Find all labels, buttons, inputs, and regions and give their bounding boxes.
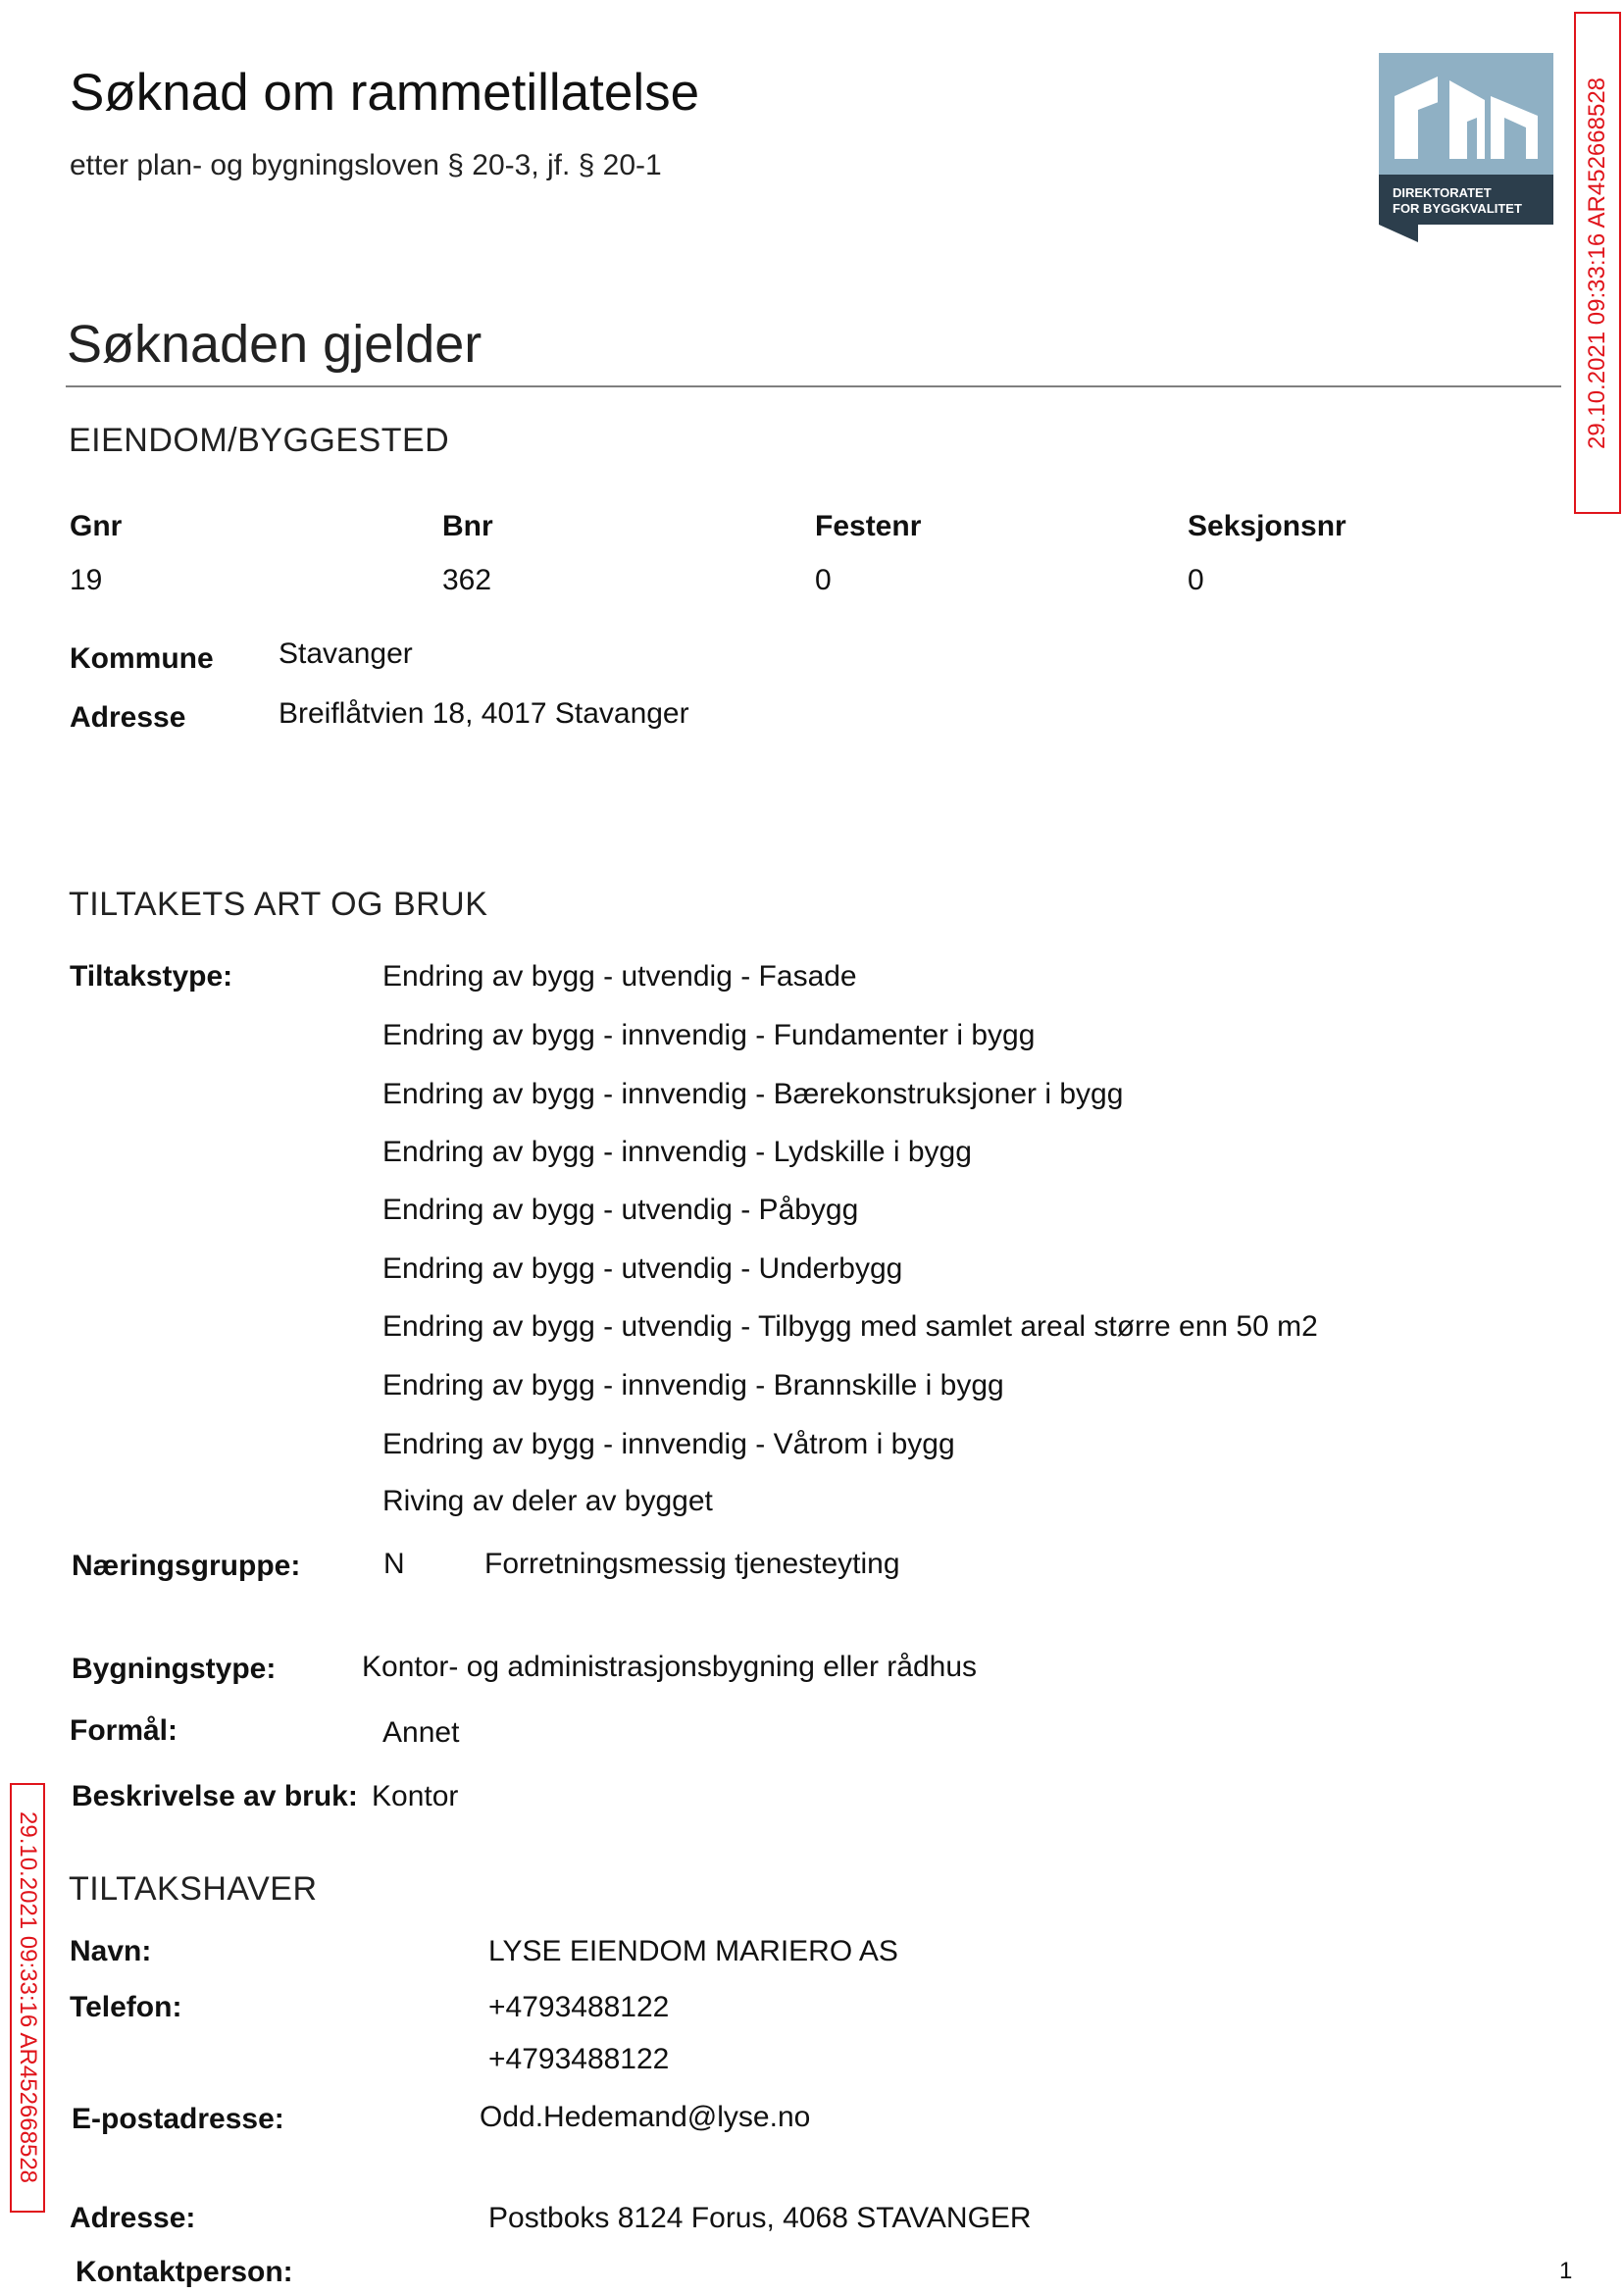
main-heading: Søknaden gjelder <box>67 315 482 374</box>
document-subtitle: etter plan- og bygningsloven § 20-3, jf. § 20-1 <box>70 149 662 181</box>
naeringsgruppe-label: Næringsgruppe: <box>72 1550 301 1582</box>
epost-label: E-postadresse: <box>72 2103 284 2135</box>
festenr-value: 0 <box>815 564 832 596</box>
adresse-label: Adresse <box>70 701 186 734</box>
kommune-value: Stavanger <box>279 637 413 670</box>
receipt-stamp-left: 29.10.2021 09:33:16 AR452668528 <box>10 1783 45 2213</box>
naeringsgruppe-code: N <box>383 1548 405 1580</box>
seksjonsnr-value: 0 <box>1188 564 1204 596</box>
kommune-label: Kommune <box>70 642 214 675</box>
tiltakstype-item: Endring av bygg - utvendig - Påbygg <box>382 1194 859 1226</box>
section-title-tiltak: TILTAKETS ART OG BRUK <box>69 886 488 923</box>
seksjonsnr-label: Seksjonsnr <box>1188 510 1346 542</box>
formal-value: Annet <box>382 1716 460 1749</box>
tiltakstype-label: Tiltakstype: <box>70 960 233 993</box>
document-title: Søknad om rammetillatelse <box>70 64 700 122</box>
tiltakstype-item: Endring av bygg - innvendig - Lydskille i bygg <box>382 1136 972 1168</box>
tiltakstype-item: Endring av bygg - utvendig - Tilbygg med samlet areal større enn 50 m2 <box>382 1310 1318 1343</box>
telefon-value-1: +4793488122 <box>488 1991 670 2023</box>
bygningstype-label: Bygningstype: <box>72 1653 277 1685</box>
beskrivelse-value: Kontor <box>372 1780 459 1812</box>
bnr-value: 362 <box>442 564 492 596</box>
tiltakshaver-adresse-value: Postboks 8124 Forus, 4068 STAVANGER <box>488 2202 1032 2234</box>
kontaktperson-label: Kontaktperson: <box>76 2256 293 2288</box>
page-number: 1 <box>1559 2258 1573 2284</box>
tiltakstype-item: Endring av bygg - innvendig - Brannskille i bygg <box>382 1369 1004 1402</box>
tiltakstype-item: Endring av bygg - innvendig - Fundamenter i bygg <box>382 1019 1036 1051</box>
tiltakstype-item: Riving av deler av bygget <box>382 1485 713 1517</box>
tiltakstype-item: Endring av bygg - utvendig - Fasade <box>382 960 857 993</box>
navn-label: Navn: <box>70 1935 152 1967</box>
section-title-eiendom: EIENDOM/BYGGESTED <box>69 422 450 459</box>
beskrivelse-label: Beskrivelse av bruk: <box>72 1780 358 1812</box>
formal-label: Formål: <box>70 1714 178 1747</box>
receipt-stamp-right: 29.10.2021 09:33:16 AR452668528 <box>1574 12 1621 514</box>
section-title-tiltakshaver: TILTAKSHAVER <box>69 1870 318 1908</box>
bygningstype-value: Kontor- og administrasjonsbygning eller rådhus <box>362 1651 978 1683</box>
logo-text-line2: FOR BYGGKVALITET <box>1393 201 1522 216</box>
logo-text-line1: DIREKTORATET <box>1393 185 1492 200</box>
naeringsgruppe-value: Forretningsmessig tjenesteyting <box>484 1548 900 1580</box>
tiltakstype-item: Endring av bygg - innvendig - Våtrom i bygg <box>382 1428 955 1460</box>
tiltakstype-item: Endring av bygg - innvendig - Bærekonstruksjoner i bygg <box>382 1078 1124 1110</box>
heading-divider <box>66 385 1561 387</box>
gnr-value: 19 <box>70 564 103 596</box>
epost-value: Odd.Hedemand@lyse.no <box>480 2101 811 2133</box>
festenr-label: Festenr <box>815 510 922 542</box>
bnr-label: Bnr <box>442 510 493 542</box>
tiltakstype-item: Endring av bygg - utvendig - Underbygg <box>382 1252 903 1285</box>
dibk-logo <box>1379 53 1553 242</box>
gnr-label: Gnr <box>70 510 123 542</box>
telefon-value-2: +4793488122 <box>488 2043 670 2075</box>
navn-value: LYSE EIENDOM MARIERO AS <box>488 1935 898 1967</box>
adresse-value: Breiflåtvien 18, 4017 Stavanger <box>279 697 689 730</box>
tiltakshaver-adresse-label: Adresse: <box>70 2202 196 2234</box>
telefon-label: Telefon: <box>70 1991 182 2023</box>
